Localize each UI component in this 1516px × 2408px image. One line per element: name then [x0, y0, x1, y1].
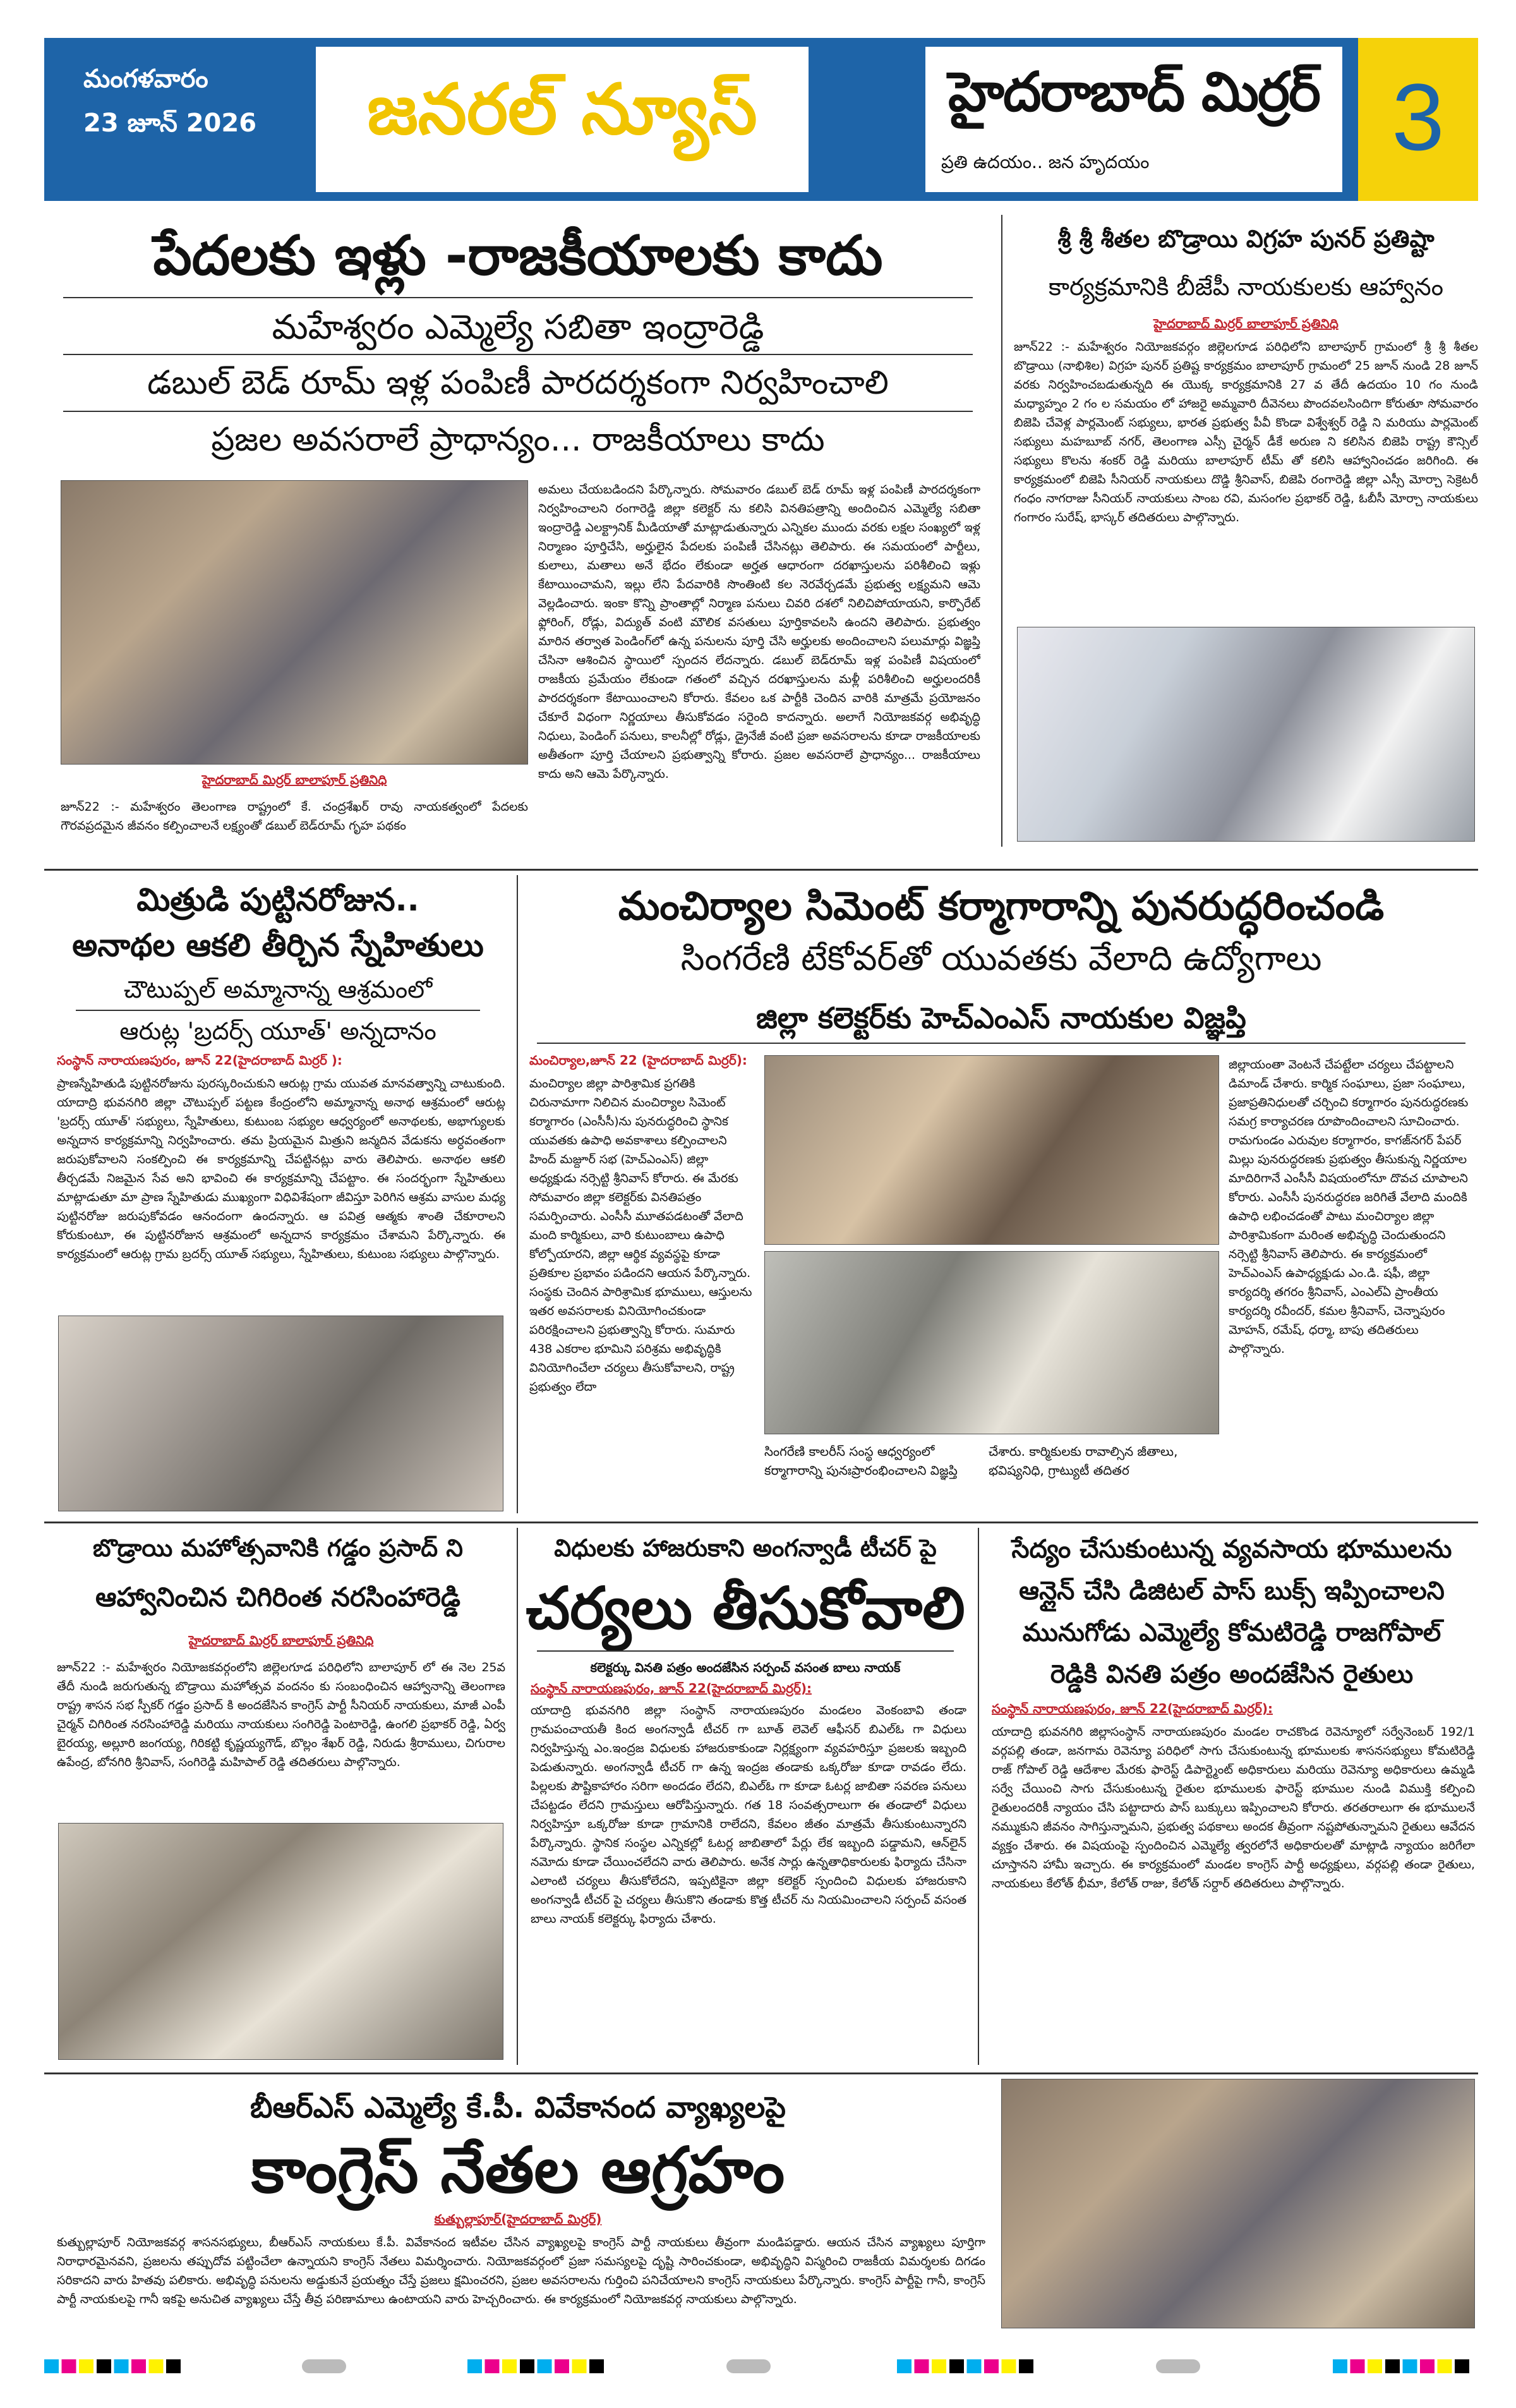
- story5-headline2: ఆహ్వానించిన చిగిరింత నరసింహారెడ్డి: [95, 1582, 460, 1612]
- story1-photo: [61, 480, 528, 765]
- story8-body: కుత్బుల్లాపూర్ నియోజకవర్గ శాసనసభ్యులు, బీఆర్ఎస్ నాయకులు కే.పీ. వివేకానంద ఇటీవల చేసిన వ్యాఖ్యలపై కాంగ్రెస్ పార్టీ నాయకులు తీవ్రంగా మండిపడ్డారు. ఆయన చేసిన వ్యాఖ్యలు పూర్తిగా నిరాధారమైనవని, ప్రజలను తప్పుదోవ పట్టించేలా ఉన్నాయని కాంగ్రెస్ నేతలు విమర్శించారు. నియోజకవర్గంలో ప్రజా సమస్యలపై దృష్టి సారించకుండా, అభివృద్ధిని విస్మరించి రాజకీయ విమర్శలకు దిగడం సరికాదని వారు హితవు పలికారు. అభివృద్ధి పనులను అడ్డుకునే ప్రయత్నం చేస్తే ప్రజలు క్షమించరని, ప్రజల అవసరాలను గుర్తించి పనిచేయాలని కాంగ్రెస్ నాయకులు పేర్కొన్నారు. కాంగ్రెస్ పార్టీపై గానీ, కాంగ్రెస్ పార్టీ నాయకులపై గానీ ఇకపై అనుచిత వ్యాఖ్యలు చేస్తే తీవ్ర పరిణామాలు ఉంటాయని వారు హెచ్చరించారు. ఈ కార్యక్రమంలో నియోజకవర్గ నాయకులు పాల్గొన్నారు.: [57, 2236, 985, 2306]
- story5-photo: [58, 1823, 503, 2060]
- paper-name: హైదరాబాద్ మిర్రర్: [948, 61, 1320, 124]
- column-divider-right2: [978, 1528, 979, 2065]
- story2-headline2: కార్యక్రమానికి బీజేపీ నాయకులకు ఆహ్వానం: [1049, 273, 1443, 301]
- section-title: జనరల్ న్యూస్: [367, 69, 757, 150]
- story7-body: యాదాద్రి భువనగిరి జిల్లాసంస్థాన్ నారాయణపురం మండల రాచకొండ రెవెన్యూలో సర్వేనెంబర్ 192/1 వర్గపల్లి తండా, జనగామ రెవెన్యూ పరిధిలో సాగు చేసుకుంటున్న భూములకు శాసనసభ్యులు కోమటిరెడ్డి రాజ్ గోపాల్ రెడ్డి ఆదేశాల మేరకు ఫారెస్ట్ డిపార్ట్మెంట్ అధికారులు మరియు రెవెన్యూ అధికారులు ఉమ్మడి సర్వే చేయించి సాగు చేసుకుంటున్న రైతుల భూములకు ఫారెస్ట్ భూముల నుండి విముక్తి కల్పించి రైతులందరికీ న్యాయం చేసి పట్టాదారు పాస్ బుక్కులు ఇప్పించాలని కోరారు. తరతరాలుగా ఈ భూములనే నమ్ముకుని జీవనం సాగిస్తున్నామని, ప్రభుత్వ పథకాలు అందక తీవ్రంగా నష్టపోతున్నామని రైతులు ఆవేదన వ్యక్తం చేశారు. ఈ విషయంపై స్పందించిన ఎమ్మెల్యే త్వరలోనే అధికారులతో మాట్లాడి న్యాయం జరిగేలా చూస్తానని హామీ ఇచ్చారు. ఈ కార్యక్రమంలో మండల కాంగ్రెస్ పార్టీ అధ్యక్షులు, వర్గపల్లి తండా రైతులు, నాయకులు కేలోత్ భీమా, కేలోత్ రాజు, కేలోత్ సర్దార్ తదితరులు పాల్గొన్నారు.: [992, 1725, 1475, 1891]
- story1-sub1: మహేశ్వరం ఎమ్మెల్యే సబితా ఇంద్రారెడ్డి: [272, 307, 764, 347]
- story4-byline: మంచిర్యాల,జూన్ 22 (హైదరాబాద్ మిర్రర్):: [529, 1053, 747, 1068]
- story4-body-right: జిల్లాయంతా వెంటనే చేపట్టేలా చర్యలు చేపట్టాలని డిమాండ్ చేశారు. కార్మిక సంఘాలు, ప్రజా సంఘాలు, ప్రజాప్రతినిధులతో చర్చించి కర్మాగారం పునరుద్ధరణకు సమగ్ర కార్యాచరణ రూపొందించాలని సూచించారు. రామగుండం ఎరువుల కర్మాగారం, కాగజ్‌నగర్ పేపర్ మిల్లు పునరుద్ధరణకు ప్రభుత్వం తీసుకున్న నిర్ణయాల మాదిరిగానే ఎంసీసీ విషయంలోనూ దొవచ చూపాలని కోరారు. ఎంసీసీ పునరుద్ధరణ జరిగితే వేలాది మందికి ఉపాధి లభించడంతో పాటు మంచిర్యాల జిల్లా పారిశ్రామికంగా మరింత అభివృద్ధి చెందుతుందని నర్సెట్టి శ్రీనివాస్ తెలిపారు. ఈ కార్యక్రమంలో హెచ్ఎంఎస్ ఉపాధ్యక్షుడు ఎం.డి. షఫీ, జిల్లా కార్యదర్శి తగరం శ్రీనివాస్, ఎంఎల్ఏ ప్రాంతీయ కార్యదర్శి రవీందర్, కమల శ్రీనివాస్, చెన్నాపురం మోహన్, రమేష్, ధర్మా, బాపు తదితరులు పాల్గొన్నారు.: [1229, 1058, 1469, 1356]
- story4-photo-2: [764, 1251, 1219, 1434]
- story4-headline2: సింగరేణి టేకోవర్‌తో యువతకు వేలాది ఉద్యోగాలు: [680, 938, 1322, 978]
- story1-headline: పేదలకు ఇళ్లు -రాజకీయాలకు కాదు: [153, 224, 883, 287]
- story3-photo: [58, 1316, 503, 1511]
- story5-byline: హైదరాబాద్ మిర్రర్ బాలాపూర్ ప్రతినిధి: [188, 1633, 374, 1648]
- story7-byline: సంస్థాన్ నారాయణపురం, జూన్ 22(హైదరాబాద్ మిర్రర్):: [992, 1701, 1273, 1716]
- story3-sub2: ఆరుట్ల 'బ్రదర్స్ యూత్' అన్నదానం: [119, 1017, 436, 1045]
- story6-byline: సంస్థాన్ నారాయణపురం, జూన్ 22(హైదరాబాద్ మిర్రర్):: [531, 1681, 812, 1696]
- story3-sub1: చౌటుప్పల్ అమ్మానాన్న ఆశ్రమంలో: [123, 976, 433, 1003]
- row-divider-3: [44, 2072, 1478, 2074]
- story8-photo: [1001, 2079, 1475, 2328]
- story4-rule: [537, 1043, 1465, 1044]
- story6-headline: చర్యలు తీసుకోవాలి: [526, 1575, 965, 1642]
- story7-headline2: ఆన్లైన్ చేసి డిజిటల్ పాస్ బుక్స్ ఇప్పించాలని: [1019, 1576, 1445, 1606]
- story4-caption-left: సింగరేణి కాలరీస్ సంస్థ ఆధ్వర్యంలో కర్మాగారాన్ని పునఃప్రారంభించాలని విజ్ఞప్తి: [764, 1444, 958, 1478]
- story2-body: జూన్22 :- మహేశ్వరం నియోజకవర్గం జిల్లెలగూడ పరిధిలోని బాలాపూర్ గ్రామంలో శ్రీ శ్రీ శీతల బొడ్రాయి (నాభిశిల) విగ్రహ పునర్ ప్రతిష్ట కార్యక్రమం బాలాపూర్ గ్రామంలో 25 జూన్ నుండి 28 జూన్ వరకు నిర్వహించబడుతున్నది ఈ యొక్క కార్యక్రమానికి 27 వ తేదీ ఉదయం 10 గం నుండి మధ్యాహ్నం 2 గం ల సమయం లో హాజరై అమ్మవారి దీవెనలు పొందవలసిందిగా కోరుతూ సోమవారం బిజెపి చేవెళ్ల పార్లమెంట్ సభ్యులు, భారత ప్రభుత్వ పీవీ కొండా విశ్వేశ్వర్ రెడ్డి ని మరియు పార్లమెంట్ సభ్యులు మహబూబ్ నగర్, తెలంగాణ ఎస్సీ చైర్మన్ డీకే అరుణ ని కలిసిన బిజెపి రాష్ట్ర కౌన్సిల్ సభ్యులు కొలను శంకర్ రెడ్డి మరియు బాలాపూర్ టీమ్ తో కలిసి ఆహ్వానించడం జరిగింది. ఈ కార్యక్రమంలో బిజెపి సీనియర్ నాయకులు దొడ్డి శ్రీనివాస్, బిజెపి రంగారెడ్డి జిల్లా ఎస్సీ మోర్చా సెక్రెటరీ గంధం నాగరాజు సీనియర్ నాయకులు సాంబ రవి, మసంగల ప్రభాకర్ రెడ్డి, ఓబీసీ మోర్చా నాయకులు గంగారం సురేష్, భాస్కర్ తదితరులు పాల్గొన్నారు.: [1014, 340, 1478, 524]
- story7-headline3: మునుగోడు ఎమ్మెల్యే కోమటిరెడ్డి రాజగోపాల్: [1022, 1618, 1441, 1647]
- story6-body: యాదాద్రి భువనగిరి జిల్లా సంస్థాన్ నారాయణపురం మండలం వెంకంబావి తండా గ్రామపంచాయతీ కింద అంగన్వాడీ టీచర్ గా బూత్ లెవెల్ ఆఫీసర్ బిఎల్ఓ గా విధులు నిర్వహిస్తున్న ఎం.ఇంద్రజ విధులకు హాజరుకాకుండా నిర్లక్ష్యంగా వ్యవహరిస్తూ ప్రజలకు ఇబ్బంది పెడుతున్నారు. అంగన్వాడీ టీచర్ గా ఉన్న ఇంద్రజ తండాకు ఒక్కరోజు కూడా రావడం లేదు. పిల్లలకు పౌష్టికాహారం సరిగా అందడం లేదని, బిఎల్ఓ గా కూడా ఓటర్ల జాబితా సవరణ పనులు చేపట్టడం లేదని గ్రామస్తులు ఆరోపిస్తున్నారు. గత 18 సంవత్సరాలుగా ఈ తండాలో విధులు నిర్వహిస్తూ ఒక్కరోజు కూడా గ్రామానికి రాలేదని, కేవలం జీతం మాత్రమే తీసుకుంటున్నారని పేర్కొన్నారు. స్థానిక సంస్థల ఎన్నికల్లో ఓటర్ల జాబితాలో పేర్లు లేక ఇబ్బంది పడ్డామని, ఆన్‌లైన్ నమోదు కూడా చేయించలేదని వారు తెలిపారు. అనేక సార్లు ఉన్నతాధికారులకు ఫిర్యాదు చేసినా ఎలాంటి చర్యలు తీసుకోలేదని, ఇప్పటికైనా జిల్లా కలెక్టర్ స్పందించి విధులకు హాజరుకాని అంగన్వాడీ టీచర్ పై చర్యలు తీసుకొని తండాకు కొత్త టీచర్ ను నియమించాలని సర్పంచ్ వసంత బాలు నాయక్ కలెక్టర్కు ఫిర్యాదు చేశారు.: [531, 1703, 966, 1926]
- column-divider-mid: [517, 875, 518, 1513]
- story4-caption-right: చేశారు. కార్మికులకు రావాల్సిన జీతాలు, భవిష్యనిధి, గ్రాట్యుటీ తదితర: [989, 1444, 1178, 1478]
- story5-body: జూన్22 :- మహేశ్వరం నియోజకవర్గంలోని జిల్లెలగూడ పరిధిలోని బాలాపూర్ లో ఈ నెల 25వ తేదీ నుండి జరుగుతున్న బొడ్రాయి మహోత్సవ వందనం కు సంబంధించిన ఆహ్వానాన్ని తెలంగాణ రాష్ట్ర శాసన సభ స్పీకర్ గడ్డం ప్రసాద్ కి అందజేసిన కాంగ్రెస్ పార్టీ సీనియర్ నాయకులు, మాజీ ఎంపీ చైర్మన్ చిగిరింత నరసింహారెడ్డి మరియు నాయకులు సంగిరెడ్డి పెంటారెడ్డి, ఉంగలి ప్రభాకర్ రెడ్డి, ఏర్వ బైరయ్య, అల్లూరి జంగయ్య, గిరికట్టి కృష్ణయ్యగౌడ్, బొల్లం శేఖర్ రెడ్డి, నిరుడు శ్రీరాములు, చిగురాల ఉపేంద్ర, బోనగిరి శ్రీనివాస్, సంగిరెడ్డి మహిపాల్ రెడ్డి తదితరులు పాల్గొన్నారు.: [57, 1661, 505, 1769]
- color-registration-strip-end: [1333, 2359, 1478, 2373]
- page-number: 3: [1392, 64, 1445, 170]
- story8-kicker: బీఆర్ఎస్ ఎమ్మెల్యే కే.పీ. వివేకానంద వ్యాఖ్యలపై: [250, 2090, 786, 2124]
- registration-pill-2: [726, 2359, 771, 2373]
- registration-pill-3: [1156, 2359, 1200, 2373]
- story6-sub: కలెక్టర్కు వినతి పత్రం అందజేసిన సర్పంచ్ వసంత బాలు నాయక్: [590, 1660, 901, 1675]
- story4-photo-1: [764, 1055, 1219, 1245]
- color-registration-strip-mid: [467, 2359, 613, 2373]
- story2-byline: హైదరాబాద్ మిర్రర్ బాలాపూర్ ప్రతినిధి: [1153, 316, 1339, 331]
- story3-rule: [76, 1010, 480, 1011]
- masthead-date: 23 జూన్ 2026: [83, 109, 257, 138]
- registration-pill-1: [302, 2359, 346, 2373]
- story1-lead: జూన్22 :- మహేశ్వరం తెలంగాణ రాష్ట్రంలో కే. చంద్రశేఖర్ రావు నాయకత్వంలో పేదలకు గౌరవప్రదమైన జీవనం కల్పించాలనే లక్ష్యంతో డబుల్ బెడ్‌రూమ్ గృహ పథకం: [61, 800, 528, 833]
- story8-headline: కాంగ్రెస్ నేతల ఆగ్రహం: [251, 2133, 785, 2207]
- story1-photo-caption: హైదరాబాద్ మిర్రర్ బాలాపూర్ ప్రతినిధి: [202, 772, 387, 787]
- story4-headline1: మంచిర్యాల సిమెంట్ కర్మాగారాన్ని పునరుద్ధరించండి: [618, 883, 1385, 929]
- story2-photo: [1017, 627, 1475, 842]
- story1-sub2: డబుల్ బెడ్ రూమ్ ఇళ్ల పంపిణీ పారదర్శకంగా నిర్వహించాలి: [147, 364, 889, 402]
- story3-headline2: అనాథల ఆకలి తీర్చిన స్నేహితులు: [72, 927, 484, 964]
- story3-body: ప్రాణస్నేహితుడి పుట్టినరోజును పురస్కరించుకుని ఆరుట్ల గ్రామ యువత మానవత్వాన్ని చాటుకుంది. యాదాద్రి భువనగిరి జిల్లా చౌటుప్పల్ పట్టణ కేంద్రంలోని అమ్మానాన్న అనాథ ఆశ్రమంలో ఆరుట్ల 'బ్రదర్స్ యూత్' సభ్యులు, స్నేహితులు, కుటుంబ సభ్యుల ఆధ్వర్యంలో అనాథలకు, అభాగ్యులకు అన్నదాన కార్యక్రమాన్ని నిర్వహించారు. తమ ప్రియమైన మిత్రుని జన్మదిన వేడుకను అర్ధవంతంగా జరుపుకోవాలని సంకల్పించి ఈ కార్యక్రమాన్ని చేపట్టినట్లు వారు తెలిపారు. అనాథల ఆకలి తీర్చడమే నిజమైన సేవ అని భావించి ఈ కార్యక్రమాన్ని చేపట్టాం. ఈ సందర్భంగా స్నేహితులు మాట్లాడుతూ మా ప్రాణ స్నేహితుడు ముఖ్యంగా విధివిశేషంగా జీవిస్తూ పెరిగిన ఆశ్రమ వాసుల మధ్య పుట్టినరోజు జరుపుకోవడం ఆనందంగా ఉందన్నారు. ఆ పవిత్ర ఆత్మకు శాంతి చేకూరాలని కోరుకుంటూ, ఈ పుట్టినరోజున ఆశ్రమంలో అన్నదాన కార్యక్రమం చేశామని పేర్కొన్నారు. ఈ కార్యక్రమంలో ఆరుట్ల గ్రామ బ్రదర్స్ యూత్ సభ్యులు, స్నేహితులు, కుటుంబ సభ్యులు పాల్గొన్నారు.: [57, 1077, 505, 1261]
- story7-headline4: రెడ్డికి వినతి పత్రం అందజేసిన రైతులు: [1050, 1660, 1414, 1689]
- story1-body: అమలు చేయబడిందని పేర్కొన్నారు. సోమవారం డబుల్ బెడ్ రూమ్ ఇళ్ల పంపిణీ పారదర్శకంగా నిర్వహించాలని రంగారెడ్డి జిల్లా కలెక్టర్ ను కలిసి వినతిపత్రాన్ని అందించిన ఎమ్మెల్యే సబితా ఇంద్రారెడ్డి ఎలక్ట్రానిక్ మీడియాతో మాట్లాడుతున్నారు ఎన్నికల ముందు వరకు లక్షల సంఖ్యలో ఇళ్ల నిర్మాణం పూర్తిచేసి, అర్హులైన పేదలకు పంపిణీ చేసినట్లు తెలిపారు. ఈ సమయంలో పార్టీలు, కులాలు, మతాలు అనే భేదం లేకుండా అర్హత ఆధారంగా దరఖాస్తులను పరిశీలించి ఇళ్లు కేటాయించామని, ఇల్లు లేని పేదవారికి సొంతింటి కల నెరవేర్చడమే ప్రభుత్వ లక్ష్యమని ఆమె వెల్లడించారు. ఇంకా కొన్ని ప్రాంతాల్లో నిర్మాణ పనులు చివరి దశలో నిలిచిపోయాయని, కార్పొరేట్ ఫ్లోరింగ్, రోడ్లు, విద్యుత్ వంటి మౌలిక వసతులు పూర్తికావలసి ఉందని తెలిపారు. ప్రభుత్వం మారిన తర్వాత పెండింగ్‌లో ఉన్న పనులను పూర్తి చేసి అర్హులకు అందించాలని పలుమార్లు విజ్ఞప్తి చేసినా ఆశించిన స్థాయిలో స్పందన లేదన్నారు. డబుల్ బెడ్‌రూమ్ ఇళ్ల పంపిణీ విషయంలో రాజకీయ ప్రమేయం లేకుండా గతంలో వచ్చిన దరఖాస్తులను మళ్లీ పరిశీలించి అర్హులందరికీ పారదర్శకంగా కేటాయించాలని కోరారు. కేవలం ఒక పార్టీకి చెందిన వారికి మాత్రమే ప్రయోజనం చేకూరే విధంగా నిర్ణయాలు తీసుకోవడం సరైంది కాదన్నారు. అలాగే నియోజకవర్గ అభివృద్ధి నిధులు, పెండింగ్ పనులు, కాలనీల్లో రోడ్లు, డ్రైనేజీ వంటి ప్రజా అవసరాలను కూడా రాజకీయాలకు అతీతంగా పూర్తి చేయాలని ప్రభుత్వాన్ని కోరారు. ప్రజల అవసరాలే ప్రాధాన్యం... రాజకీయాలు కాదు అని ఆమె పేర్కొన్నారు.: [538, 483, 980, 781]
- story1-rule2: [63, 354, 973, 355]
- story1-rule3: [63, 411, 973, 412]
- story1-rule: [63, 297, 973, 298]
- row-divider-1: [44, 869, 1478, 871]
- story5-headline1: బొడ్రాయి మహోత్సవానికి గడ్డం ప్రసాద్ ని: [93, 1534, 463, 1562]
- story2-headline: శ్రీ శ్రీ శీతల బొడ్రాయి విగ్రహ పునర్ ప్రతిష్టా: [1057, 225, 1435, 253]
- story4-body-left: మంచిర్యాల జిల్లా పారిశ్రామిక ప్రగతికి చిరునామాగా నిలిచిన మంచిర్యాల సిమెంట్ కర్మాగారం (ఎంసీసీ)ను పునరుద్ధరించి స్థానిక యువతకు ఉపాధి అవకాశాలు కల్పించాలని హింద్ మజ్దూర్ సభ (హెచ్‌ఎంఎస్) జిల్లా అధ్యక్షుడు నర్సెట్టి శ్రీనివాస్ కోరారు. ఈ మేరకు సోమవారం జిల్లా కలెక్టర్‌కు వినతిపత్రం సమర్పించారు. ఎంసీసీ మూతపడటంతో వేలాది మంది కార్మికులు, వారి కుటుంబాలు ఉపాధి కోల్పోయారని, జిల్లా ఆర్థిక వ్యవస్థపై కూడా ప్రతికూల ప్రభావం పడిందని ఆయన పేర్కొన్నారు. సంస్థకు చెందిన పారిశ్రామిక భూములు, ఆస్తులను ఇతర అవసరాలకు వినియోగించకుండా పరిరక్షించాలని ప్రభుత్వాన్ని కోరారు. సుమారు 438 ఎకరాల భూమిని పరిశ్రమ అభివృద్ధికి వినియోగించేలా చర్యలు తీసుకోవాలని, రాష్ట్ర ప్రభుత్వం లేదా: [529, 1077, 752, 1394]
- story8-byline: కుత్బుల్లాపూర్(హైదరాబాద్ మిర్రర్): [434, 2211, 602, 2227]
- story3-byline: సంస్థాన్ నారాయణపురం, జూన్ 22(హైదరాబాద్ మిర్రర్ ):: [57, 1053, 342, 1068]
- story6-kicker: విధులకు హాజరుకాని అంగన్వాడీ టీచర్ పై: [554, 1534, 937, 1562]
- row-divider-2: [44, 1522, 1478, 1523]
- story3-headline1: మిత్రుడి పుట్టినరోజున..: [136, 881, 419, 918]
- story7-headline1: సేద్యం చేసుకుంటున్న వ్యవసాయ భూములను: [1011, 1535, 1452, 1564]
- color-registration-strip-right: [897, 2359, 1042, 2373]
- story6-rule: [537, 1650, 954, 1652]
- color-registration-strip-left: [44, 2359, 190, 2373]
- paper-tagline: ప్రతి ఉదయం.. జన హృదయం: [941, 152, 1150, 172]
- masthead: [44, 38, 1478, 201]
- masthead-day: మంగళవారం: [83, 64, 208, 94]
- story1-sub3: ప్రజల అవసరాలే ప్రాధాన్యం... రాజకీయాలు కాదు: [211, 421, 825, 459]
- story4-headline3: జిల్లా కలెక్టర్‌కు హెచ్‌ఎంఎస్ నాయకుల విజ్ఞప్తి: [756, 1001, 1246, 1035]
- column-divider-top: [1001, 215, 1002, 847]
- column-divider-mid2: [517, 1528, 518, 2065]
